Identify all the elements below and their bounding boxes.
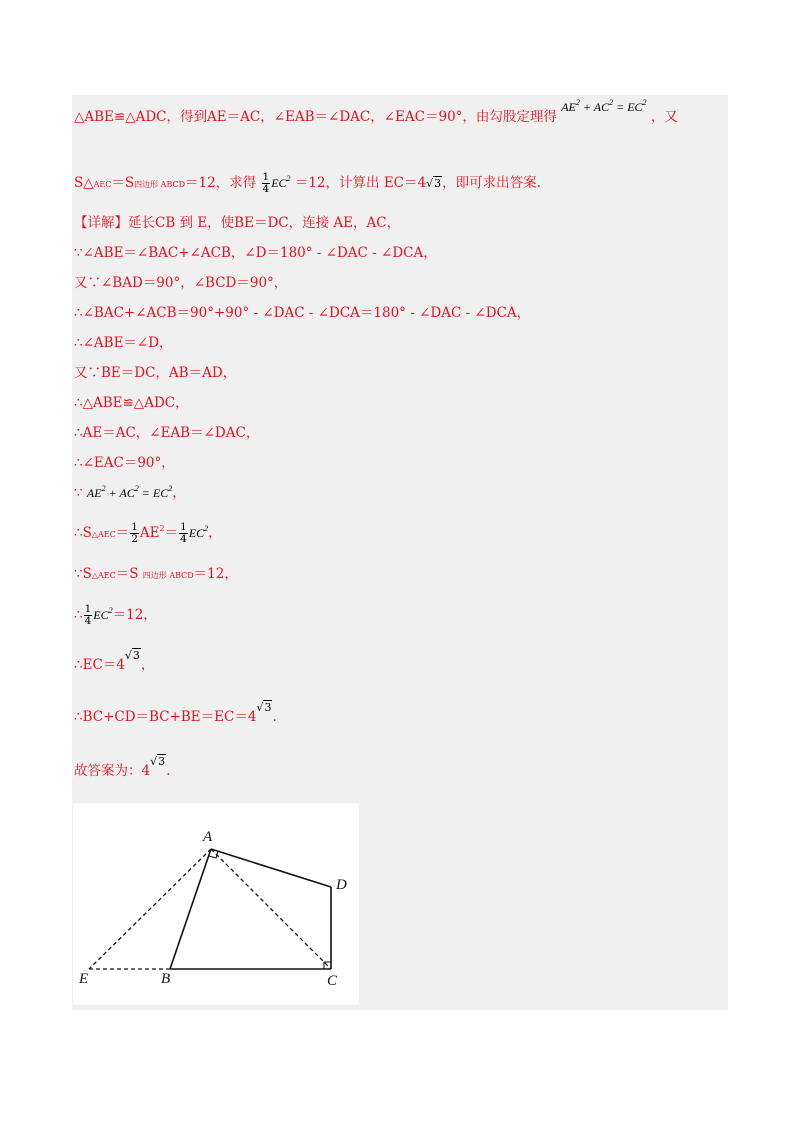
line-11: ∴∠EAC＝90°， bbox=[74, 455, 175, 471]
label-d: D bbox=[336, 877, 347, 893]
line-6: ∴∠BAC+∠ACB＝90°+90° - ∠DAC - ∠DCA＝180° - ∠DAC - ∠DCA， bbox=[74, 305, 531, 321]
figure-svg bbox=[73, 803, 359, 1005]
line-1 bbox=[74, 98, 678, 128]
line-8: 又∵BE＝DC，AB＝AD， bbox=[74, 365, 237, 381]
text: △ABE≌△ADC，得到AE＝AC，∠EAB＝∠DAC，∠EAC＝90°，由勾股定理得 bbox=[74, 109, 557, 125]
segment-ad bbox=[211, 849, 331, 887]
line-2: S△AEC＝S四边形 ABCD＝12，求得 $\frac{1}{4}$ $EC^2 =12$，计算出 EC＝4√3，即可求出答案. bbox=[74, 171, 541, 195]
line-4: ∵∠ABE＝∠BAC+∠ACB，∠D＝180° - ∠DAC - ∠DCA， bbox=[74, 245, 437, 261]
fraction-quarter: $\frac{1}{4}$ bbox=[262, 171, 270, 195]
segment-ae bbox=[89, 849, 211, 969]
line-14: ∵S△AEC＝S 四边形 ABCD＝12， bbox=[74, 566, 238, 582]
line-7: ∴∠ABE＝∠D， bbox=[74, 335, 173, 351]
label-c: C bbox=[327, 973, 338, 989]
line-15: ∴ $\frac{1}{4}$ $EC^2=12$， bbox=[74, 603, 157, 627]
segment-ac bbox=[211, 849, 331, 969]
geometry-figure bbox=[73, 803, 359, 1005]
line-5: 又∵∠BAD＝90°，∠BCD＝90°， bbox=[74, 275, 288, 291]
fraction-quarter: $\frac{1}{4}$ bbox=[84, 603, 92, 627]
segment-ab bbox=[170, 849, 211, 969]
text: ，又 bbox=[650, 109, 678, 125]
line-9: ∴△ABE≌△ADC， bbox=[74, 395, 189, 411]
line-13: ∴S△AEC＝ $\frac{1}{2}$ $AE^2=$ $\frac{1}{4}$ $EC^2$， bbox=[74, 521, 222, 545]
line-12: ∵ $AE^2 + AC^2 = EC^2$， bbox=[74, 484, 186, 501]
sqrt-3: √3 bbox=[150, 755, 166, 768]
pythagoras-formula: $AE^2 + AC^2 = EC^2$ bbox=[86, 484, 173, 500]
line-17: ∴BC+CD＝BC+BE＝EC＝4√3. bbox=[74, 701, 277, 725]
fraction-half: $\frac{1}{2}$ bbox=[131, 521, 138, 545]
ec-squared: $EC^2$ bbox=[271, 174, 291, 190]
sqrt-3: √3 bbox=[426, 177, 442, 190]
label-a: A bbox=[203, 829, 213, 845]
line-16: ∴EC＝4√3， bbox=[74, 649, 155, 673]
label-b: B bbox=[161, 971, 171, 987]
sqrt-3: √3 bbox=[124, 649, 140, 662]
sqrt-3: √3 bbox=[256, 701, 272, 714]
line-18: 故答案为：4√3. bbox=[74, 755, 171, 779]
label-e: E bbox=[79, 971, 89, 987]
line-10: ∴AE＝AC，∠EAB＝∠DAC， bbox=[74, 425, 260, 441]
pythagoras-formula: $AE^2 + AC^2 = EC^2$ bbox=[561, 98, 647, 114]
fraction-quarter: $\frac{1}{4}$ bbox=[180, 521, 187, 545]
line-3: 【详解】延长CB 到 E，使BE＝DC，连接 AE，AC， bbox=[74, 215, 401, 231]
